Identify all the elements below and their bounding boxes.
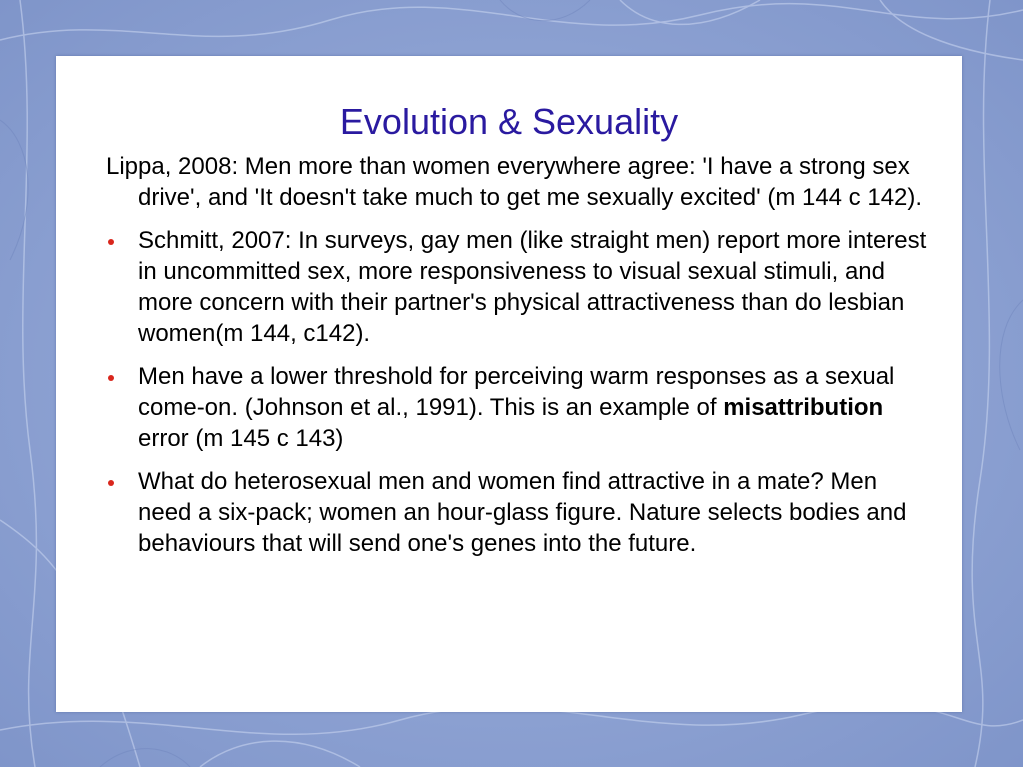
list-item-schmitt: [106, 225, 936, 349]
list-item-attraction: [106, 466, 936, 559]
list-item-text: Schmitt, 2007: In surveys, gay men (like straight men) report more interest in uncommitted sex, more responsiveness to visual sexual stimuli, and more concern with their partner's physical attractiveness than do lesbian women(m 144, c142).: [138, 227, 927, 347]
bullet-dot-icon: [108, 239, 114, 245]
bullet-dot-icon: [108, 480, 114, 486]
list-item-threshold: [106, 361, 936, 454]
list-item-text-before: Men have a lower threshold for perceiving warm responses as a sexual come-on. (Johnson et al., 1991). This is an example of: [138, 363, 895, 421]
slide-title: Evolution & Sexuality: [339, 101, 679, 142]
list-item-bold-term: misattribution: [723, 394, 884, 421]
bullet-dot-icon: [108, 375, 114, 381]
list-item-text-after: error (m 145 c 143): [138, 425, 344, 452]
list-item-text: Lippa, 2008: Men more than women everywhere agree: 'I have a strong sex drive', and 'It doesn't take much to get me sexually excited' (m 144 c 142).: [106, 153, 923, 211]
slide-content-panel: [56, 56, 962, 712]
list-item-lippa: [106, 151, 936, 213]
list-item-text: What do heterosexual men and women find attractive in a mate? Men need a six-pack; women an hour-glass figure. Nature selects bodies and behaviours that will send one's genes into the future.: [138, 468, 907, 557]
slide-body-list: [106, 151, 936, 571]
